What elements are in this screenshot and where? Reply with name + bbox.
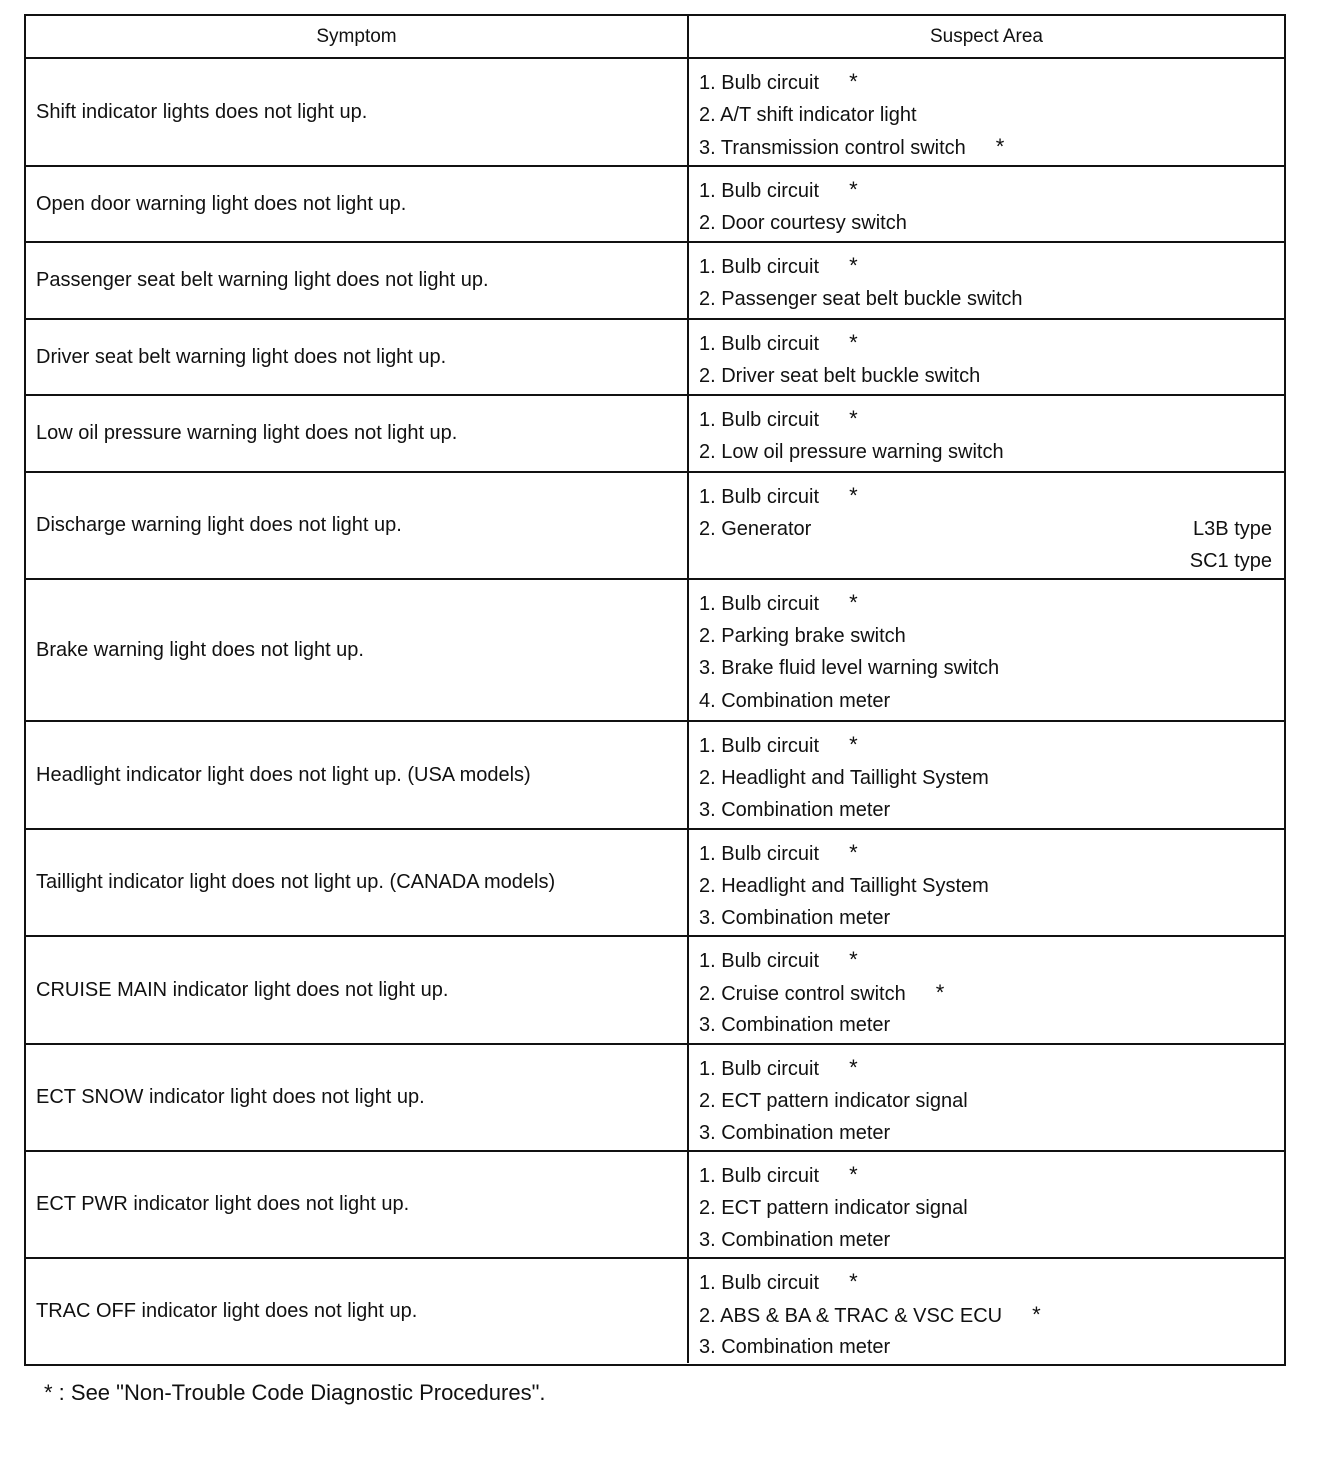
asterisk-marker: * (849, 1055, 858, 1080)
suspect-area-item-text: 2. Headlight and Taillight System (699, 874, 989, 897)
suspect-area-item-text: 3. Combination meter (699, 799, 891, 821)
suspect-area-item (699, 404, 1272, 437)
suspect-area-item (699, 621, 1272, 654)
symptom-cell: Passenger seat belt warning light does not light up. (26, 243, 689, 318)
asterisk-marker: * (849, 1269, 858, 1294)
suspect-area-cell (689, 59, 1284, 165)
suspect-area-item (699, 1010, 1272, 1043)
asterisk-marker: * (849, 732, 858, 757)
suspect-area-item-text: 1. Bulb circuit (699, 72, 820, 94)
suspect-area-item-text: 2. ECT pattern indicator signal (699, 1089, 968, 1112)
table-row (26, 722, 1284, 830)
asterisk-marker: * (849, 330, 858, 355)
suspect-area-item (699, 795, 1272, 828)
symptom-cell: Taillight indicator light does not light up. (CANADA models) (26, 830, 689, 935)
suspect-area-cell (689, 243, 1284, 318)
suspect-area-item (699, 686, 1272, 719)
suspect-area-cell (689, 580, 1284, 720)
suspect-area-item (699, 978, 1272, 1011)
suspect-area-item-text: 1. Bulb circuit (699, 180, 820, 202)
suspect-area-item-text: 3. Transmission control switch (699, 137, 966, 159)
asterisk-marker: * (849, 177, 858, 202)
suspect-area-column-header: Suspect Area (929, 25, 1044, 47)
table-row (26, 830, 1284, 937)
suspect-area-item-text: 1. Bulb circuit (699, 593, 820, 615)
asterisk-marker: * (849, 1162, 858, 1187)
suspect-area-item (699, 1118, 1272, 1151)
suspect-area-item (699, 208, 1272, 241)
symptom-cell: Discharge warning light does not light up. (26, 473, 689, 578)
suspect-area-item-text: 2. Cruise control switch (699, 982, 906, 1005)
table-row (26, 243, 1284, 320)
suspect-area-item-text: 3. Combination meter (699, 1122, 891, 1144)
suspect-area-cell (689, 1259, 1284, 1363)
symptom-cell: Brake warning light does not light up. (26, 580, 689, 720)
suspect-area-item (699, 100, 1272, 133)
table-row (26, 1152, 1284, 1259)
suspect-area-item-text: 2. Parking brake switch (699, 624, 906, 647)
suspect-area-item-text: 2. A/T shift indicator light (699, 103, 917, 126)
suspect-area-item-text: 1. Bulb circuit (699, 843, 820, 865)
suspect-area-item (699, 588, 1272, 621)
suspect-area-item-text: 1. Bulb circuit (699, 409, 820, 431)
asterisk-marker: * (995, 134, 1005, 159)
suspect-area-cell (689, 722, 1284, 828)
suspect-area-item-text: 3. Combination meter (699, 907, 891, 929)
symptom-cell: ECT PWR indicator light does not light up. (26, 1152, 689, 1257)
suspect-area-item-text: 1. Bulb circuit (699, 486, 820, 508)
suspect-area-item-text: 1. Bulb circuit (699, 256, 820, 278)
suspect-area-item (699, 653, 1272, 686)
suspect-area-item (699, 1332, 1272, 1365)
asterisk-marker: * (849, 253, 858, 278)
suspect-area-item-text: 1. Bulb circuit (699, 1165, 820, 1187)
symptom-cell: Headlight indicator light does not light up. (USA models) (26, 722, 689, 828)
suspect-area-cell (689, 473, 1284, 578)
suspect-area-item (699, 514, 1272, 547)
table-row (26, 1259, 1284, 1363)
suspect-area-cell (689, 320, 1284, 394)
suspect-area-item (699, 546, 1272, 579)
suspect-area-item (699, 945, 1272, 978)
suspect-area-item (699, 838, 1272, 871)
suspect-area-item-text: 2. Driver seat belt buckle switch (699, 364, 981, 387)
suspect-area-item (699, 284, 1272, 317)
table-row (26, 1045, 1284, 1152)
symptom-cell: CRUISE MAIN indicator light does not light up. (26, 937, 689, 1043)
suspect-area-item-text: 3. Combination meter (699, 1014, 891, 1036)
suspect-area-item (699, 871, 1272, 904)
suspect-area-item-text: 2. Door courtesy switch (699, 211, 907, 234)
suspect-area-cell (689, 396, 1284, 471)
symptom-cell: Open door warning light does not light up. (26, 167, 689, 241)
suspect-area-item-text: 4. Combination meter (699, 689, 891, 712)
suspect-area-item-text: 3. Combination meter (699, 1336, 891, 1358)
symptom-cell: Driver seat belt warning light does not light up. (26, 320, 689, 394)
suspect-area-item-text: 1. Bulb circuit (699, 1272, 820, 1294)
suspect-area-cell (689, 937, 1284, 1043)
table-row (26, 396, 1284, 473)
suspect-area-item (699, 1267, 1272, 1300)
asterisk-marker: * (849, 69, 858, 94)
symptom-cell: TRAC OFF indicator light does not light up. (26, 1259, 689, 1363)
table-row (26, 580, 1284, 722)
suspect-area-item-text: 3. Brake fluid level warning switch (699, 657, 1000, 679)
suspect-area-item (699, 175, 1272, 208)
suspect-area-item-text: 1. Bulb circuit (699, 1058, 820, 1080)
suspect-area-item-text: 1. Bulb circuit (699, 950, 820, 972)
suspect-area-cell (689, 830, 1284, 935)
suspect-area-item (699, 1193, 1272, 1226)
symptom-cell: Low oil pressure warning light does not light up. (26, 396, 689, 471)
suspect-area-item (699, 328, 1272, 361)
symptom-column-header: Symptom (26, 16, 689, 57)
asterisk-marker: * (935, 979, 945, 1005)
type-note: SC1 type (1189, 550, 1272, 572)
symptom-cell: Shift indicator lights does not light up. (26, 59, 689, 165)
suspect-area-item (699, 361, 1272, 394)
asterisk-marker: * (849, 406, 858, 431)
suspect-area-cell (689, 1045, 1284, 1150)
suspect-area-item-text: 3. Combination meter (699, 1229, 891, 1251)
suspect-area-item (699, 481, 1272, 514)
suspect-area-cell (689, 1152, 1284, 1257)
suspect-area-item (699, 67, 1272, 100)
table-row (26, 320, 1284, 396)
suspect-area-item-text: 2. ECT pattern indicator signal (699, 1196, 968, 1219)
suspect-area-item (699, 730, 1272, 763)
diagnostic-table (24, 14, 1286, 1366)
asterisk-marker: * (1032, 1301, 1041, 1327)
symptom-cell: ECT SNOW indicator light does not light up. (26, 1045, 689, 1150)
suspect-area-item (699, 1160, 1272, 1193)
suspect-area-item-text: 1. Bulb circuit (699, 735, 820, 757)
asterisk-marker: * (849, 590, 858, 615)
suspect-area-item (699, 1086, 1272, 1119)
suspect-area-item (699, 251, 1272, 284)
table-header-row (26, 16, 1284, 59)
table-row (26, 59, 1284, 167)
suspect-area-item (699, 1225, 1272, 1258)
suspect-area-item-text: 2. ABS & BA & TRAC & VSC ECU (699, 1304, 1003, 1327)
footnote: * : See "Non-Trouble Code Diagnostic Procedures". (44, 1380, 546, 1405)
suspect-area-item (699, 1053, 1272, 1086)
suspect-area-item-text: 2. Headlight and Taillight System (699, 766, 989, 789)
table-row (26, 473, 1284, 580)
suspect-area-item (699, 1300, 1272, 1333)
suspect-area-item (699, 132, 1272, 165)
suspect-area-item (699, 903, 1272, 936)
suspect-area-item-text: 2. Passenger seat belt buckle switch (699, 287, 1023, 310)
table-body (26, 59, 1284, 1363)
suspect-area-item (699, 437, 1272, 470)
suspect-area-item-text: 2. Low oil pressure warning switch (699, 440, 1004, 463)
asterisk-marker: * (849, 947, 858, 972)
suspect-area-cell (689, 167, 1284, 241)
asterisk-marker: * (849, 840, 858, 865)
suspect-area-item-text: 1. Bulb circuit (699, 333, 820, 355)
suspect-area-item (699, 763, 1272, 796)
suspect-area-item-text: 2. Generator (699, 517, 812, 540)
asterisk-marker: * (849, 483, 858, 508)
table-row (26, 167, 1284, 243)
type-note: L3B type (1193, 517, 1272, 540)
table-row (26, 937, 1284, 1045)
